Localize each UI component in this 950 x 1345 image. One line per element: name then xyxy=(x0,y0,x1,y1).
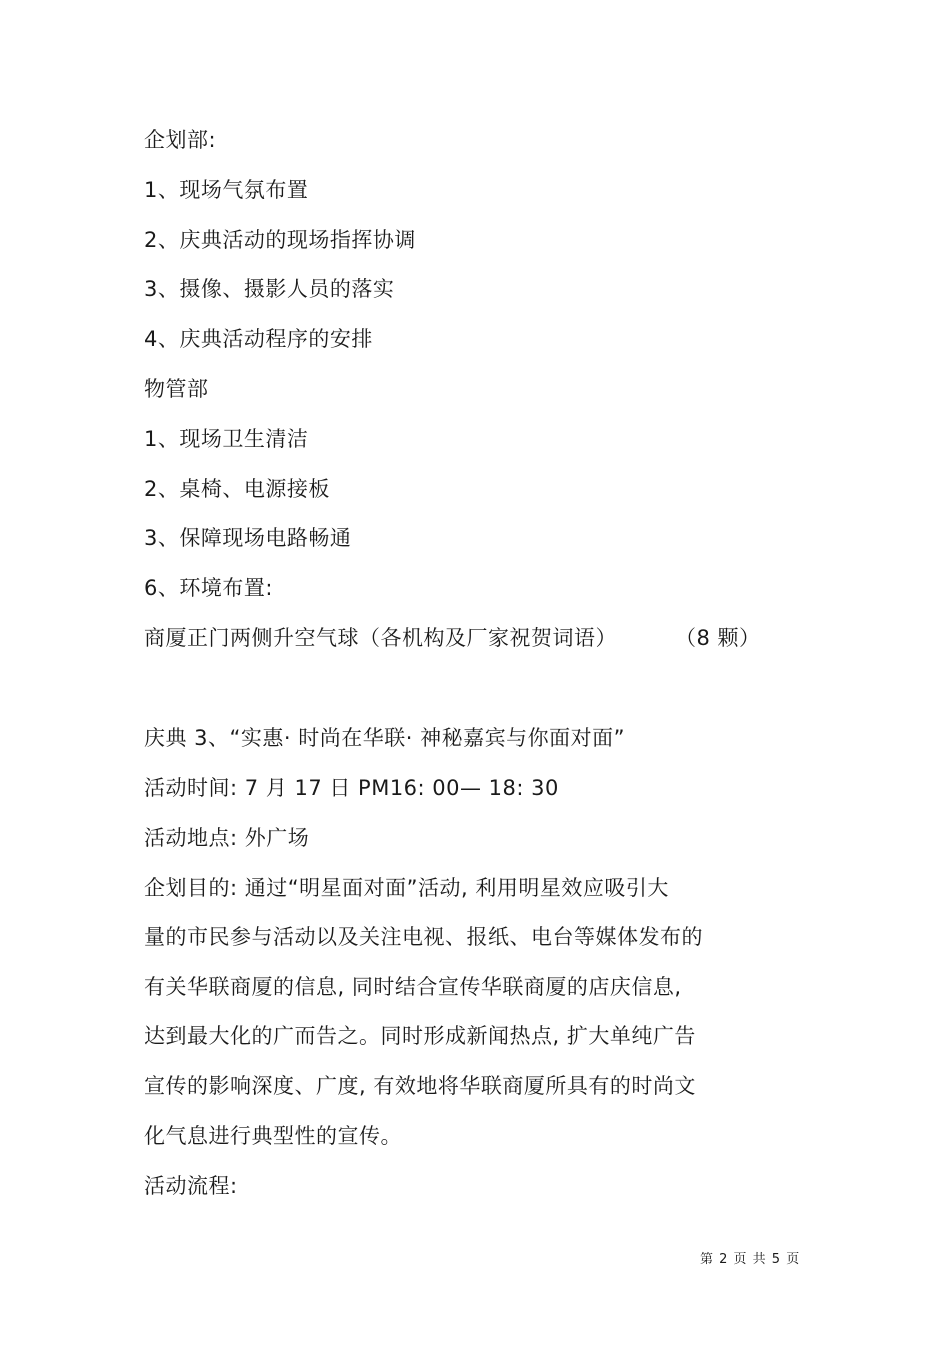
list-item: 1、现场气氛布置 xyxy=(144,178,309,202)
list-item: 2、庆典活动的现场指挥协调 xyxy=(144,228,416,252)
event-title: 庆典 3、“实惠· 时尚在华联· 神秘嘉宾与你面对面” xyxy=(144,726,625,750)
list-item: 3、摄像、摄影人员的落实 xyxy=(144,277,395,301)
section-heading-property: 物管部 xyxy=(144,377,209,401)
page-number-footer: 第 2 页 共 5 页 xyxy=(700,1252,801,1267)
list-item: 1、现场卫生清洁 xyxy=(144,427,309,451)
list-item: 3、保障现场电路畅通 xyxy=(144,526,352,550)
event-place: 活动地点: 外广场 xyxy=(144,826,310,850)
environment-detail: 商厦正门两侧升空气球（各机构及厂家祝贺词语） xyxy=(144,626,617,650)
purpose-line: 达到最大化的广而告之。同时形成新闻热点, 扩大单纯广告 xyxy=(144,1024,696,1048)
purpose-line: 有关华联商厦的信息, 同时结合宣传华联商厦的店庆信息, xyxy=(144,975,682,999)
list-item: 2、桌椅、电源接板 xyxy=(144,477,330,501)
purpose-line: 宣传的影响深度、广度, 有效地将华联商厦所具有的时尚文 xyxy=(144,1074,696,1098)
balloon-count: （8 颗） xyxy=(675,626,761,650)
list-item: 4、庆典活动程序的安排 xyxy=(144,327,373,351)
purpose-line: 量的市民参与活动以及关注电视、报纸、电台等媒体发布的 xyxy=(144,925,703,949)
purpose-line: 化气息进行典型性的宣传。 xyxy=(144,1124,402,1148)
section-heading-environment: 6、环境布置: xyxy=(144,576,273,600)
purpose-line: 企划目的: 通过“明星面对面”活动, 利用明星效应吸引大 xyxy=(144,876,669,900)
environment-detail-line xyxy=(144,623,761,653)
section-heading-planning: 企划部: xyxy=(144,128,217,152)
event-time: 活动时间: 7 月 17 日 PM16: 00— 18: 30 xyxy=(144,776,559,800)
flow-heading: 活动流程: xyxy=(144,1174,238,1198)
